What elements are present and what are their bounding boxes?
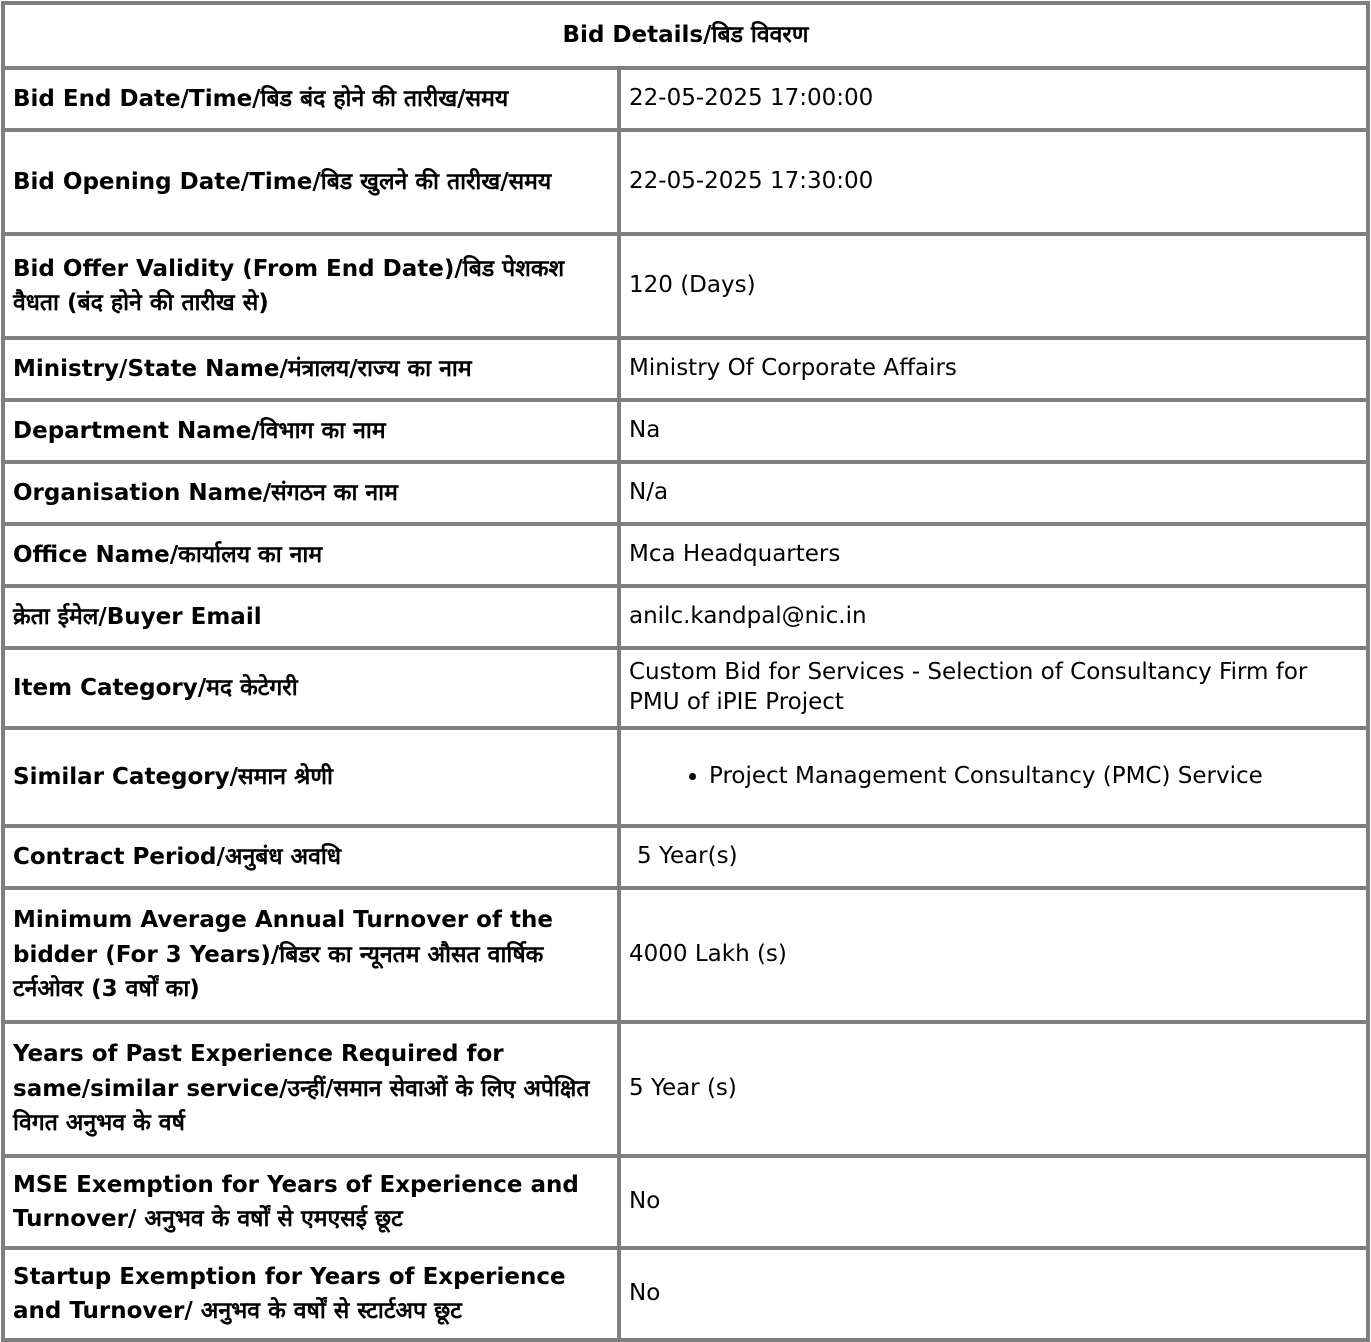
table-row: [3, 400, 1368, 462]
row-label: Years of Past Experience Required for same/similar service/उन्हीं/समान सेवाओं के लिए अपेक्षित विगत अनुभव के वर्ष: [3, 1022, 619, 1156]
bid-details-table: [1, 1, 1370, 1342]
row-label: Bid Offer Validity (From End Date)/बिड पेशकश वैधता (बंद होने की तारीख से): [3, 234, 619, 338]
table-row: [3, 888, 1368, 1022]
table-row: [3, 68, 1368, 130]
row-label: Similar Category/समान श्रेणी: [3, 728, 619, 826]
table-row: [3, 728, 1368, 826]
row-label: Bid End Date/Time/बिड बंद होने की तारीख/समय: [3, 68, 619, 130]
table-row: [3, 338, 1368, 400]
table-row: [3, 1156, 1368, 1248]
row-label: Minimum Average Annual Turnover of the bidder (For 3 Years)/बिडर का न्यूनतम औसत वार्षिक टर्नओवर (3 वर्षों का): [3, 888, 619, 1022]
similar-category-cell: [619, 728, 1368, 826]
row-label: Contract Period/अनुबंध अवधि: [3, 826, 619, 888]
row-value: No: [619, 1248, 1368, 1340]
table-row: [3, 586, 1368, 648]
row-label: MSE Exemption for Years of Experience and Turnover/ अनुभव के वर्षों से एमएसई छूट: [3, 1156, 619, 1248]
table-row: [3, 1022, 1368, 1156]
table-header: Bid Details/बिड विवरण: [3, 3, 1368, 68]
row-label: Startup Exemption for Years of Experience and Turnover/ अनुभव के वर्षों से स्टार्टअप छूट: [3, 1248, 619, 1340]
row-label: Ministry/State Name/मंत्रालय/राज्य का नाम: [3, 338, 619, 400]
row-value: N/a: [619, 462, 1368, 524]
table-header-row: [3, 3, 1368, 68]
table-row: [3, 234, 1368, 338]
table-row: [3, 648, 1368, 728]
row-label: Organisation Name/संगठन का नाम: [3, 462, 619, 524]
row-label: क्रेता ईमेल/Buyer Email: [3, 586, 619, 648]
table-row: [3, 826, 1368, 888]
row-value: 5 Year (s): [619, 1022, 1368, 1156]
row-value: 22-05-2025 17:30:00: [619, 130, 1368, 234]
row-label: Office Name/कार्यालय का नाम: [3, 524, 619, 586]
row-label: Bid Opening Date/Time/बिड खुलने की तारीख/समय: [3, 130, 619, 234]
table-row: [3, 462, 1368, 524]
row-value: 5 Year(s): [619, 826, 1368, 888]
buyer-email: anilc.kandpal@nic.in: [619, 586, 1368, 648]
list-item: • Project Management Consultancy (PMC) Service: [709, 762, 1358, 792]
row-value: Ministry Of Corporate Affairs: [619, 338, 1368, 400]
row-value: 4000 Lakh (s): [619, 888, 1368, 1022]
table-row: [3, 130, 1368, 234]
row-value: 22-05-2025 17:00:00: [619, 68, 1368, 130]
similar-category-list: [629, 762, 1358, 792]
row-value: Mca Headquarters: [619, 524, 1368, 586]
row-value: Custom Bid for Services - Selection of Consultancy Firm for PMU of iPIE Project: [619, 648, 1368, 728]
row-value: Na: [619, 400, 1368, 462]
table-row: [3, 524, 1368, 586]
row-value: 120 (Days): [619, 234, 1368, 338]
row-label: Department Name/विभाग का नाम: [3, 400, 619, 462]
table-row: [3, 1248, 1368, 1340]
row-value: No: [619, 1156, 1368, 1248]
row-label: Item Category/मद केटेगरी: [3, 648, 619, 728]
